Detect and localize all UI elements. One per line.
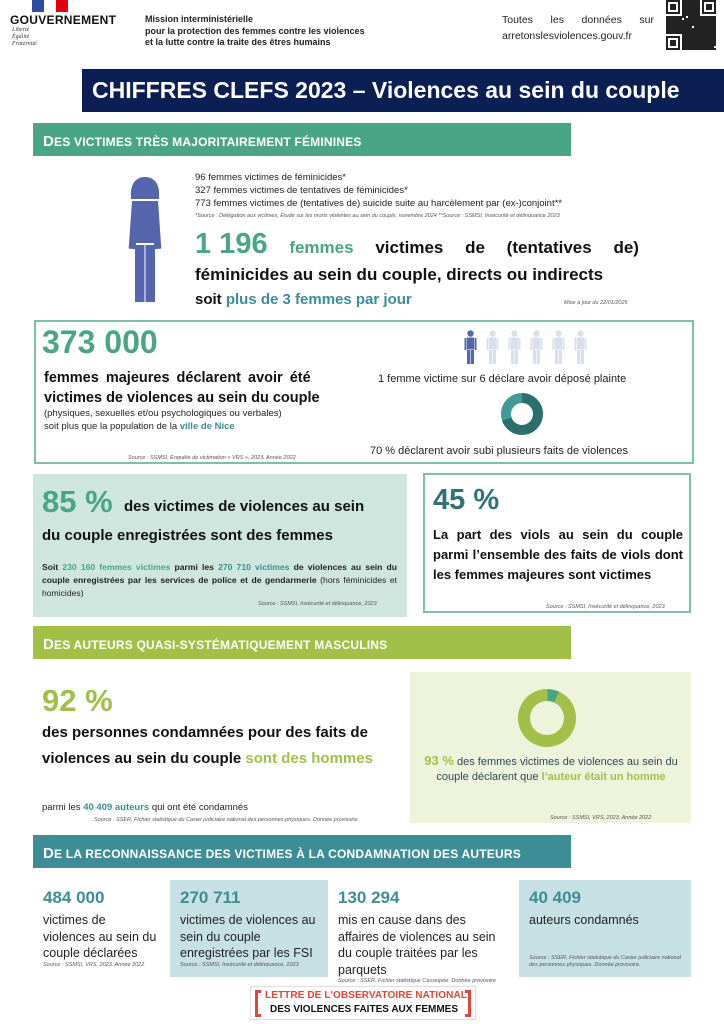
registered-line1: des victimes de violences au sein bbox=[124, 498, 365, 515]
card-text: mis en cause dans des affaires de violences au sein du couple traitées par les parquets bbox=[338, 913, 496, 977]
facts-source: *Source : Délégation aux victimes, Étude sur les morts violentes au sein du couple, novembre 2024 **Source : SSMSI, Insécurité et délinquance 2023 bbox=[195, 213, 560, 219]
femicide-line3-prefix: soit bbox=[195, 291, 222, 308]
fact-line: 773 femmes victimes de (tentatives de) suicide suite au harcèlement par (ex-)conjoint** bbox=[195, 198, 562, 209]
femicide-facts bbox=[195, 171, 562, 223]
registered-line2: du couple enregistrées sont des femmes bbox=[42, 527, 333, 544]
femicide-word: de) bbox=[613, 238, 639, 257]
stat-card-declared bbox=[33, 880, 170, 977]
woman-figure-filed bbox=[463, 330, 478, 365]
card-source: Source : SSMSI, VRS, 2023. Année 2022 bbox=[43, 961, 145, 968]
government-name: GOUVERNEMENT bbox=[10, 13, 117, 27]
fact-line: 96 femmes victimes de féminicides* bbox=[195, 172, 346, 183]
woman-figure bbox=[485, 330, 500, 365]
flag-red bbox=[56, 0, 68, 12]
card-text: auteurs condamnés bbox=[529, 913, 639, 927]
logo-line1: LETTRE DE L'OBSERVATOIRE NATIONAL bbox=[265, 990, 467, 1001]
rapes-source: Source : SSMSI, Insécurité et délinquance, 2023 bbox=[546, 604, 665, 610]
woman-figure bbox=[551, 330, 566, 365]
government-motto bbox=[12, 27, 37, 48]
male-author-donut bbox=[517, 688, 577, 748]
donut-slice-male bbox=[517, 688, 577, 748]
flag-blue bbox=[32, 0, 44, 12]
survey-sub2 bbox=[44, 420, 282, 433]
fact-line: 327 femmes victimes de tentatives de féminicides* bbox=[195, 185, 408, 196]
update-date: Mise à jour du 22/01/2025 bbox=[564, 300, 628, 306]
section-initial: D bbox=[43, 636, 55, 653]
survey-title bbox=[44, 368, 320, 408]
convicted-sub-suffix: qui ont été condamnés bbox=[151, 802, 248, 813]
card-source: Source : SSER, Fichier statistique du Casier judiciaire national des personnes physiques. Donnée provisoire. bbox=[529, 954, 681, 968]
woman-figure bbox=[507, 330, 522, 365]
card-source: Source : SSER, Fichier statistique Cassiopée. Donnée provisoire bbox=[338, 978, 497, 984]
detail-note: (hors féminicides et homicides) bbox=[42, 575, 398, 598]
section-title: E LA RECONNAISSANCE DES VICTIMES À LA CONDAMNATION DES AUTEURS bbox=[54, 847, 521, 861]
card-number: 130 294 bbox=[338, 888, 400, 907]
motto-line: Fraternité bbox=[12, 41, 37, 47]
male-author-main: des femmes victimes de violences au sein du couple déclarent que bbox=[436, 756, 678, 783]
stat-card-prosecuted bbox=[328, 880, 518, 984]
registered-source: Source : SSMSI, Insécurité et délinquance, 2023 bbox=[258, 601, 377, 607]
complaint-text: 1 femme victime sur 6 déclare avoir déposé plainte bbox=[378, 373, 627, 385]
femicide-total-block bbox=[195, 228, 639, 308]
femicide-word: femmes bbox=[289, 238, 354, 257]
data-url-link[interactable]: arretonslesviolences.gouv.fr bbox=[502, 30, 632, 42]
femicide-total-number: 1 196 bbox=[195, 228, 268, 260]
male-author-text bbox=[420, 754, 682, 784]
complaint-figures bbox=[463, 330, 588, 365]
survey-number: 373 000 bbox=[42, 324, 158, 360]
flag-white bbox=[44, 0, 56, 12]
section-header-authors bbox=[33, 626, 571, 659]
rapes-pct: 45 % bbox=[433, 484, 500, 516]
card-source: Source : SSMSI, Insécurité et délinquance, 2023 bbox=[180, 961, 299, 968]
convicted-sub-prefix: parmi les bbox=[42, 802, 81, 813]
male-author-source: Source : SSMSI, VRS, 2023. Année 2022 bbox=[550, 815, 652, 821]
card-text: victimes de violences au sein du couple déclarées bbox=[43, 913, 157, 960]
card-number: 484 000 bbox=[43, 888, 105, 907]
motto-line: Égalité bbox=[12, 34, 30, 40]
femicide-line2: féminicides au sein du couple, directs ou indirects bbox=[195, 265, 604, 284]
bracket-left bbox=[255, 990, 261, 1017]
card-text: victimes de violences au sein du couple enregistrées par les FSI bbox=[180, 913, 316, 960]
survey-title-line: femmes majeures déclarent avoir été bbox=[44, 370, 311, 386]
survey-sub1: (physiques, sexuelles et/ou psychologiques ou verbales) bbox=[44, 408, 282, 419]
detail-soit: Soit bbox=[42, 562, 59, 572]
convicted-main: des personnes condamnées pour des faits de violences au sein du couple bbox=[42, 724, 368, 767]
femicide-word: de bbox=[465, 238, 485, 257]
stat-card-registered bbox=[170, 880, 328, 977]
mission-line: Mission interministérielle bbox=[145, 14, 254, 24]
male-author-highlight: l’auteur était un homme bbox=[541, 770, 666, 783]
convicted-highlight: sont des hommes bbox=[245, 750, 373, 767]
rapes-text: La part des viols au sein du couple parmi l’ensemble des faits de viols dont les femmes majeures sont victimes bbox=[433, 527, 683, 582]
convicted-authors-count: 40 409 auteurs bbox=[83, 802, 150, 813]
woman-icon bbox=[119, 175, 171, 303]
nice-highlight: ville de Nice bbox=[179, 421, 235, 432]
mission-line: et la lutte contre la traite des êtres humains bbox=[145, 37, 331, 47]
registered-detail bbox=[42, 561, 397, 600]
section-header-victims bbox=[33, 123, 571, 156]
male-author-pct: 93 % bbox=[424, 753, 454, 768]
multiple-violence-text: 70 % déclarent avoir subi plusieurs faits de violences bbox=[370, 445, 629, 457]
data-text: Toutes les données sur bbox=[502, 14, 654, 26]
convicted-source: Source : SSER, Fichier statistique du Casier judiciaire national des personnes physiques. Donnée provisoire bbox=[94, 817, 358, 823]
qr-code-icon[interactable] bbox=[665, 0, 717, 50]
detail-victims: 270 710 victimes bbox=[218, 562, 290, 572]
page-title: CHIFFRES CLEFS 2023 – Violences au sein du couple bbox=[82, 69, 724, 112]
mission-name bbox=[145, 14, 365, 49]
survey-subtitle bbox=[44, 407, 282, 433]
convicted-text bbox=[42, 720, 387, 772]
femicide-per-day: plus de 3 femmes par jour bbox=[225, 291, 412, 308]
convicted-sub bbox=[42, 802, 248, 813]
femicide-word: victimes bbox=[375, 238, 444, 257]
woman-figure bbox=[529, 330, 544, 365]
section-initial: D bbox=[43, 133, 55, 150]
detail-rest: de violences au sein du couple enregistrées par les services de police et de gendarmerie bbox=[42, 562, 398, 585]
section-header-recognition bbox=[33, 835, 571, 868]
convicted-pct: 92 % bbox=[42, 683, 113, 718]
bracket-right bbox=[465, 990, 471, 1017]
registered-pct: 85 % bbox=[42, 484, 113, 519]
section-title: ES VICTIMES TRÈS MAJORITAIREMENT FÉMININES bbox=[54, 135, 362, 149]
observatoire-logo bbox=[250, 986, 476, 1020]
card-number: 40 409 bbox=[529, 888, 581, 907]
card-number: 270 711 bbox=[180, 888, 241, 907]
woman-figure bbox=[573, 330, 588, 365]
multiple-violence-donut bbox=[500, 392, 544, 436]
stat-card-convicted bbox=[519, 880, 691, 977]
survey-sub2-prefix: soit plus que la population de la bbox=[44, 421, 178, 432]
femicide-word: (tentatives bbox=[506, 238, 592, 257]
survey-source: Source : SSMSI, Enquête de victimation « VRS », 2023. Année 2022 bbox=[128, 455, 296, 461]
mission-line: pour la protection des femmes contre les violences bbox=[145, 25, 365, 36]
section-title: ES AUTEURS QUASI-SYSTÉMATIQUEMENT MASCULINS bbox=[54, 638, 388, 652]
marianne-flag-logo bbox=[32, 0, 68, 12]
data-link-block bbox=[502, 12, 654, 44]
detail-parmi: parmi les bbox=[174, 562, 214, 572]
motto-line: Liberté bbox=[12, 27, 30, 33]
section-initial: D bbox=[43, 845, 55, 862]
survey-title-line: victimes de violences au sein du couple bbox=[44, 390, 320, 406]
logo-line2: DES VIOLENCES FAITES AUX FEMMES bbox=[270, 1004, 458, 1015]
detail-women: 230 160 femmes victimes bbox=[62, 562, 171, 572]
